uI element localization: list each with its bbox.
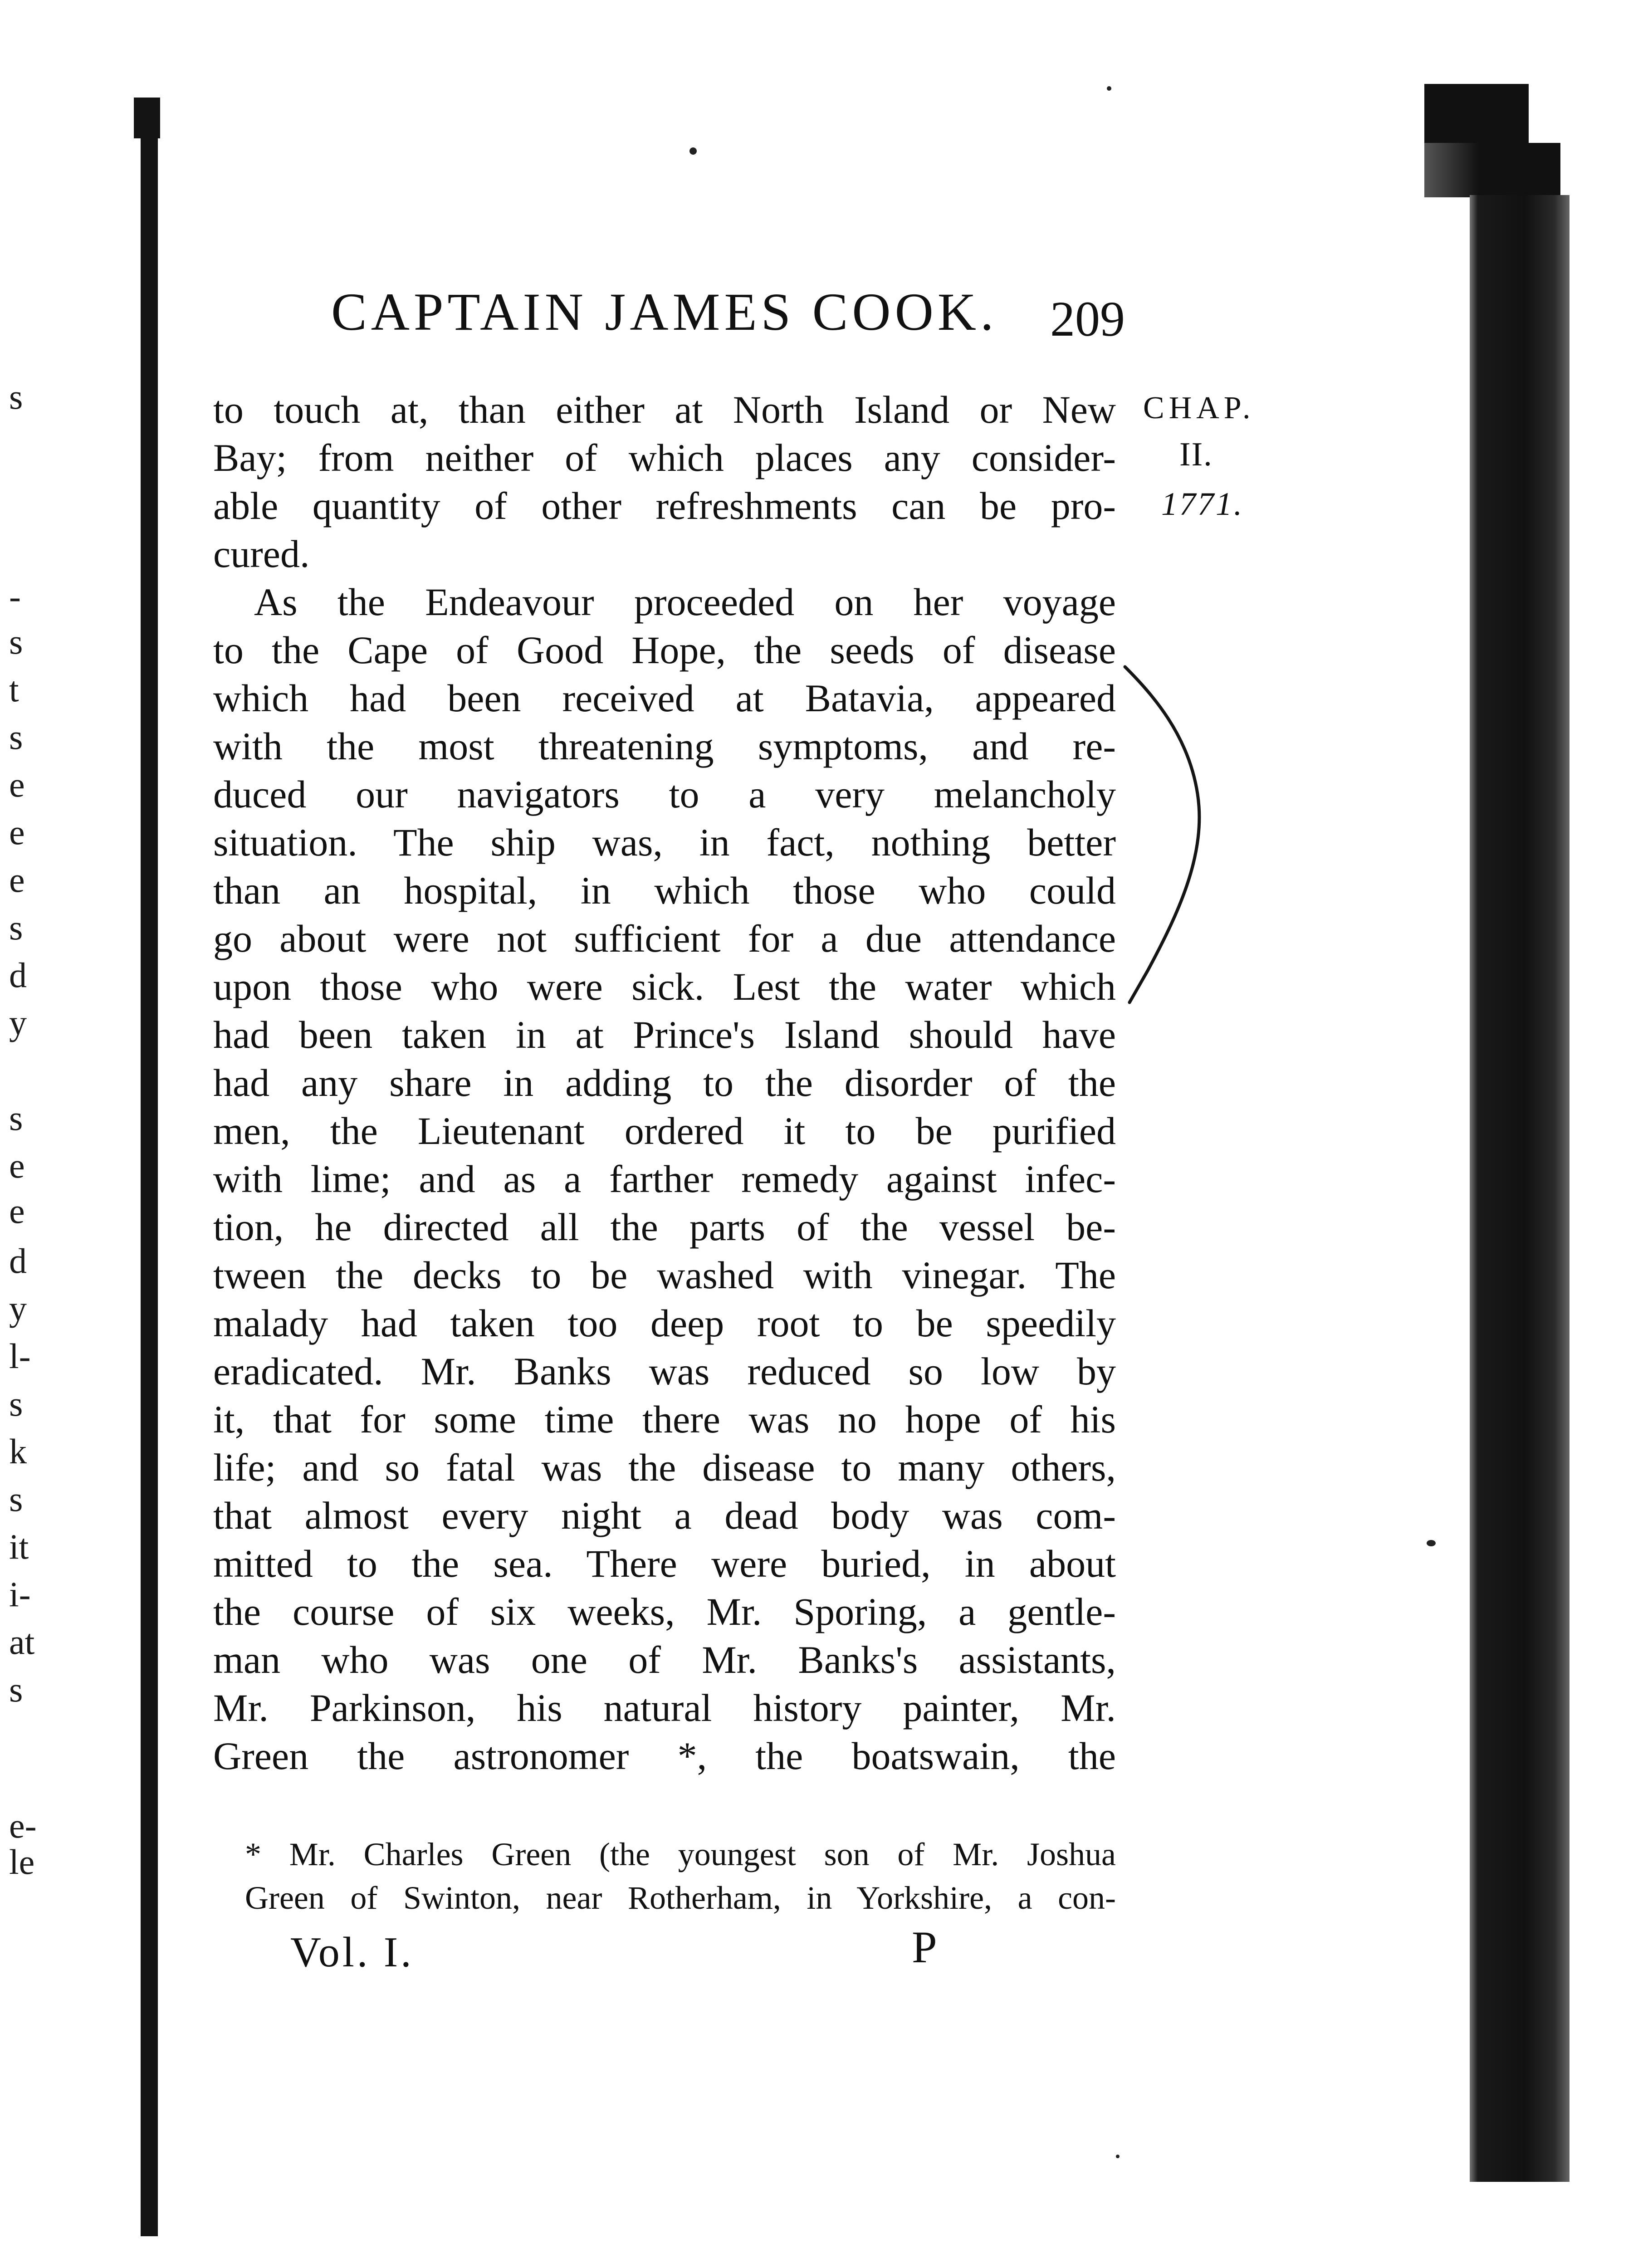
prev-page-fragment: s xyxy=(9,622,23,661)
margin-year: 1771. xyxy=(1161,486,1244,522)
text-line: upon those who were sick. Lest the water which xyxy=(213,965,1116,1008)
text-line: Bay; from neither of which places any consider- xyxy=(213,436,1116,479)
footnote-line: * Mr. Charles Green (the youngest son of Mr. Joshua xyxy=(245,1836,1116,1872)
text-line: man who was one of Mr. Banks's assistants, xyxy=(213,1638,1116,1681)
prev-page-fragment: d xyxy=(9,955,27,995)
prev-page-fragment: s xyxy=(9,1384,23,1423)
text-line: to the Cape of Good Hope, the seeds of disease xyxy=(213,628,1116,672)
prev-page-fragment: it xyxy=(9,1527,29,1566)
prev-page-fragment: s xyxy=(9,908,23,947)
prev-page-fragment: t xyxy=(9,670,19,709)
text-line: to touch at, than either at North Island or New xyxy=(213,388,1116,431)
handwritten-bracket-mark xyxy=(1120,658,1211,1012)
text-line: Green the astronomer *, the boatswain, the xyxy=(213,1734,1116,1778)
text-line: with the most threatening symptoms, and re- xyxy=(213,724,1116,768)
page-edge-shadow-band xyxy=(1424,143,1560,197)
binding-gutter-shadow xyxy=(141,98,158,2236)
text-line: mitted to the sea. There were buried, in about xyxy=(213,1542,1116,1585)
text-line: able quantity of other refreshments can be pro- xyxy=(213,484,1116,528)
text-line: go about were not sufficient for a due attendance xyxy=(213,917,1116,960)
running-head: CAPTAIN JAMES COOK. xyxy=(331,282,998,342)
text-line: eradicated. Mr. Banks was reduced so low by xyxy=(213,1349,1116,1393)
prev-page-fragment: d xyxy=(9,1241,27,1281)
text-line: malady had taken too deep root to be speedily xyxy=(213,1301,1116,1345)
footnote xyxy=(245,1833,1116,1920)
prev-page-fragment: k xyxy=(9,1432,27,1471)
prev-page-fragment: s xyxy=(9,1098,23,1138)
text-line: cured. xyxy=(213,532,310,576)
prev-page-fragment: e xyxy=(9,1146,25,1185)
prev-page-fragment: s xyxy=(9,1670,23,1709)
text-line: situation. The ship was, in fact, nothing better xyxy=(213,821,1116,864)
text-line: had been taken in at Prince's Island should have xyxy=(213,1013,1116,1056)
text-line: tion, he directed all the parts of the vessel be- xyxy=(213,1205,1116,1249)
text-line: with lime; and as a farther remedy against infec- xyxy=(213,1157,1116,1201)
footnote-line: Green of Swinton, near Rotherham, in Yorkshire, a con- xyxy=(245,1880,1116,1916)
prev-page-fragment: - xyxy=(9,577,21,616)
prev-page-fragment: e xyxy=(9,860,25,899)
prev-page-fragment: at xyxy=(9,1622,35,1662)
text-line: tween the decks to be washed with vinegar. The xyxy=(213,1253,1116,1297)
prev-page-fragment: e xyxy=(9,765,25,804)
ink-speck xyxy=(689,147,697,155)
text-line: that almost every night a dead body was com- xyxy=(213,1494,1116,1537)
ink-speck xyxy=(1107,86,1111,91)
margin-chapter-number: II. xyxy=(1179,436,1213,473)
text-line: Mr. Parkinson, his natural history painter, Mr. xyxy=(213,1686,1116,1730)
previous-page-edge xyxy=(0,0,104,2268)
prev-page-fragment: s xyxy=(9,377,23,416)
prev-page-fragment: e xyxy=(9,812,25,852)
text-line: than an hospital, in which those who could xyxy=(213,869,1116,912)
body-text xyxy=(213,386,1116,1780)
prev-page-fragment: y xyxy=(9,1289,27,1328)
prev-page-fragment: i- xyxy=(9,1574,31,1614)
text-line: the course of six weeks, Mr. Sporing, a gentle- xyxy=(213,1590,1116,1633)
text-line: had any share in adding to the disorder of the xyxy=(213,1061,1116,1105)
signature-mark: P xyxy=(912,1922,937,1972)
prev-page-fragment: s xyxy=(9,717,23,757)
prev-page-fragment: e xyxy=(9,1191,25,1231)
ink-speck xyxy=(1427,1540,1436,1546)
prev-page-fragment: e- xyxy=(9,1806,37,1845)
text-line: As the Endeavour proceeded on her voyage xyxy=(254,580,1116,624)
text-line: duced our navigators to a very melancholy xyxy=(213,772,1116,816)
margin-chapter-label: CHAP. xyxy=(1143,391,1255,425)
page-edge-shadow-top xyxy=(1424,84,1529,143)
text-line: life; and so fatal was the disease to many others, xyxy=(213,1446,1116,1489)
prev-page-fragment: y xyxy=(9,1003,27,1042)
prev-page-fragment: le xyxy=(9,1842,35,1882)
text-line: it, that for some time there was no hope of his xyxy=(213,1398,1116,1441)
text-line: men, the Lieutenant ordered it to be purified xyxy=(213,1109,1116,1153)
prev-page-fragment: l- xyxy=(9,1336,31,1376)
prev-page-fragment: s xyxy=(9,1479,23,1519)
ink-speck xyxy=(1116,2155,1120,2158)
volume-label: Vol. I. xyxy=(290,1929,414,1976)
page-edge-shadow xyxy=(1470,195,1569,2182)
text-line: which had been received at Batavia, appeared xyxy=(213,676,1116,720)
page-number: 209 xyxy=(1050,291,1125,347)
